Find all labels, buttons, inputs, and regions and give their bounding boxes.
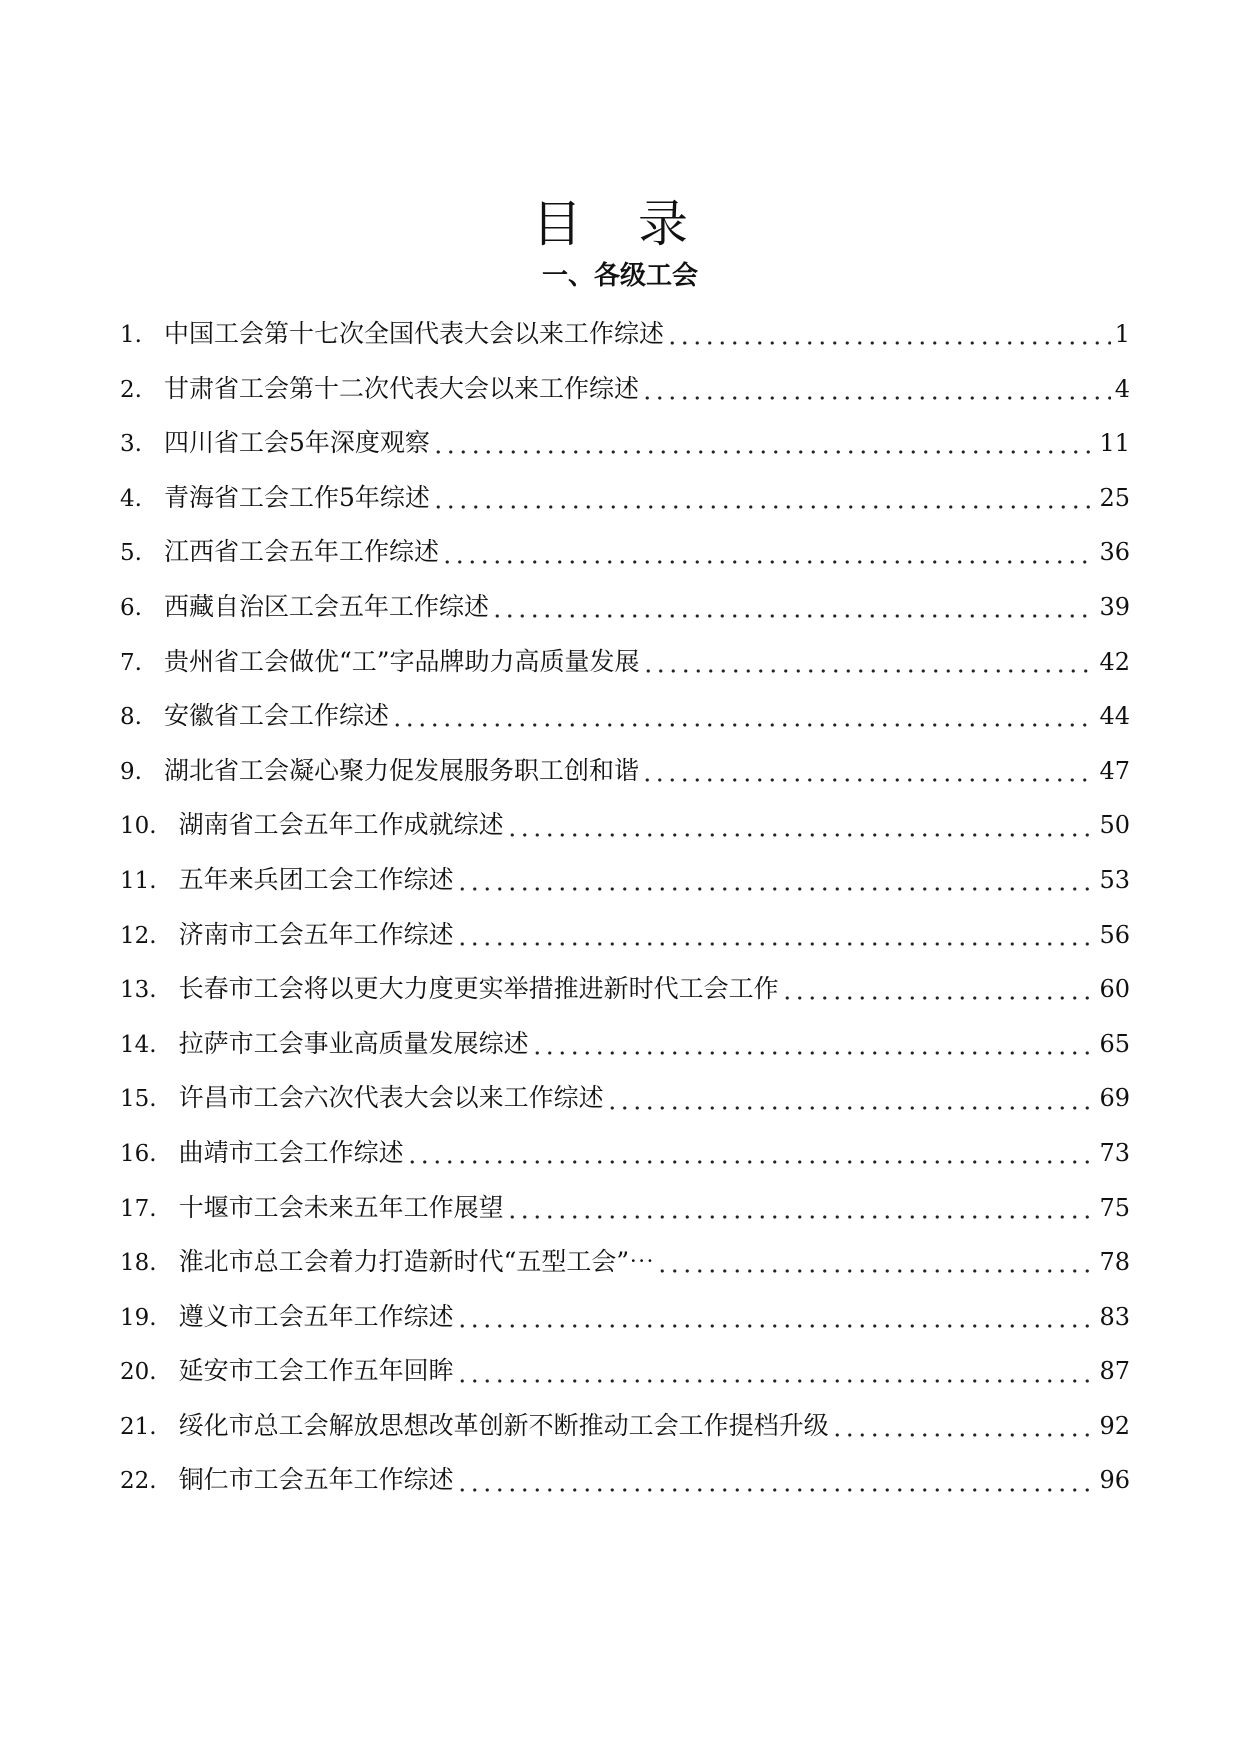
toc-entry[interactable] [120, 962, 1130, 1017]
section-heading: 一、各级工会 [541, 261, 698, 291]
toc-dot-leader [506, 1212, 1096, 1222]
toc-entry-number: 15. [120, 1086, 157, 1113]
toc-dot-leader [531, 1048, 1096, 1058]
toc-entry[interactable] [120, 798, 1130, 853]
toc-entry-title: 安徽省工会工作综述 [163, 701, 389, 731]
toc-entry[interactable] [120, 1344, 1130, 1399]
toc-entry-page-number: 56 [1099, 920, 1130, 949]
toc-entry[interactable] [120, 307, 1130, 362]
toc-entry-page-number: 65 [1099, 1029, 1130, 1058]
toc-entry-page-number: 44 [1099, 702, 1130, 731]
toc-entry-page-number: 50 [1099, 811, 1130, 840]
toc-entry-number: 18. [120, 1250, 157, 1277]
toc-entry-title: 绥化市总工会解放思想改革创新不断推动工会工作提档升级 [178, 1410, 829, 1440]
toc-dot-leader [606, 1103, 1096, 1113]
toc-dot-leader [641, 393, 1111, 403]
toc-dot-leader [506, 830, 1096, 840]
toc-entry[interactable] [120, 1126, 1130, 1181]
toc-entry-title: 许昌市工会六次代表大会以来工作综述 [178, 1083, 604, 1113]
page-title: 目 录 [532, 194, 708, 253]
toc-entry-page-number: 1 [1114, 320, 1130, 348]
toc-entry-title: 十堰市工会未来五年工作展望 [178, 1192, 504, 1222]
toc-entry-page-number: 4 [1114, 374, 1130, 403]
toc-dot-leader [781, 993, 1096, 1003]
toc-dot-leader [406, 1157, 1096, 1167]
toc-entry-number: 6. [120, 594, 142, 621]
toc-entry[interactable] [120, 908, 1130, 963]
toc-entry-number: 1. [120, 322, 142, 348]
toc-entry-title: 济南市工会五年工作综述 [178, 919, 454, 949]
toc-entry-number: 17. [120, 1195, 157, 1222]
toc-dot-leader [491, 611, 1095, 621]
toc-dot-leader [432, 447, 1096, 457]
table-of-contents [120, 307, 1130, 1508]
toc-entry[interactable] [120, 1453, 1130, 1508]
toc-dot-leader [642, 666, 1096, 676]
toc-entry-title: 铜仁市工会五年工作综述 [178, 1465, 454, 1495]
toc-entry-title: 湖南省工会五年工作成就综述 [178, 810, 504, 840]
toc-entry-number: 7. [120, 649, 142, 676]
toc-entry-page-number: 83 [1099, 1302, 1130, 1331]
toc-entry-page-number: 36 [1099, 538, 1130, 567]
toc-entry[interactable] [120, 1399, 1130, 1454]
toc-dot-leader [456, 1376, 1096, 1386]
toc-entry-number: 4. [120, 485, 142, 512]
toc-entry-page-number: 96 [1099, 1466, 1130, 1495]
toc-entry-page-number: 39 [1099, 592, 1130, 621]
toc-entry[interactable] [120, 689, 1130, 744]
toc-entry-number: 13. [120, 977, 157, 1004]
toc-entry-number: 19. [120, 1304, 157, 1331]
toc-entry-title: 贵州省工会做优“工”字品牌助力高质量发展 [163, 646, 640, 676]
toc-entry-page-number: 92 [1099, 1411, 1130, 1440]
toc-entry[interactable] [120, 525, 1130, 580]
toc-entry[interactable] [120, 1235, 1130, 1290]
toc-dot-leader [456, 1485, 1096, 1495]
toc-entry-number: 2. [120, 376, 142, 403]
toc-entry-title: 西藏自治区工会五年工作综述 [163, 591, 489, 621]
toc-entry-page-number: 25 [1099, 483, 1130, 512]
toc-entry-title: 青海省工会工作5年综述 [163, 482, 430, 512]
toc-dot-leader [456, 939, 1096, 949]
toc-entry-title: 拉萨市工会事业高质量发展综述 [178, 1028, 529, 1058]
toc-entry-page-number: 75 [1099, 1193, 1130, 1222]
toc-entry[interactable] [120, 635, 1130, 690]
toc-entry-title: 四川省工会5年深度观察 [163, 428, 430, 458]
toc-entry-title: 江西省工会五年工作综述 [163, 537, 439, 567]
toc-entry-number: 21. [120, 1413, 157, 1440]
toc-entry-number: 12. [120, 922, 157, 949]
toc-entry-title: 长春市工会将以更大力度更实举措推进新时代工会工作 [178, 974, 779, 1004]
toc-entry-number: 20. [120, 1359, 157, 1386]
toc-entry-number: 5. [120, 540, 142, 567]
toc-entry-title: 遵义市工会五年工作综述 [178, 1301, 454, 1331]
toc-dot-leader [831, 1430, 1096, 1440]
toc-entry-page-number: 11 [1099, 429, 1130, 458]
toc-entry-number: 3. [120, 431, 142, 458]
toc-dot-leader [391, 720, 1095, 730]
toc-entry-page-number: 42 [1099, 647, 1130, 676]
toc-entry-title: 延安市工会工作五年回眸 [178, 1356, 454, 1386]
toc-entry-number: 16. [120, 1140, 157, 1167]
toc-entry[interactable] [120, 1017, 1130, 1072]
toc-entry-number: 10. [120, 813, 157, 840]
toc-entry-page-number: 53 [1099, 865, 1130, 894]
toc-entry[interactable] [120, 853, 1130, 908]
toc-entry-number: 11. [120, 867, 157, 894]
toc-dot-leader [656, 1266, 1095, 1276]
toc-entry[interactable] [120, 471, 1130, 526]
toc-dot-leader [641, 775, 1095, 785]
toc-entry[interactable] [120, 1071, 1130, 1126]
toc-dot-leader [456, 1321, 1096, 1331]
toc-entry-page-number: 87 [1099, 1357, 1130, 1386]
toc-entry[interactable] [120, 1290, 1130, 1345]
toc-entry[interactable] [120, 744, 1130, 799]
toc-entry-title: 甘肃省工会第十二次代表大会以来工作综述 [163, 373, 639, 403]
toc-entry-page-number: 73 [1099, 1138, 1130, 1167]
toc-dot-leader [666, 338, 1111, 348]
toc-entry[interactable] [120, 416, 1130, 471]
toc-entry-title: 五年来兵团工会工作综述 [178, 864, 454, 894]
toc-entry[interactable] [120, 1181, 1130, 1236]
toc-dot-leader [441, 557, 1095, 567]
toc-entry-title: 湖北省工会凝心聚力促发展服务职工创和谐 [163, 755, 639, 785]
toc-entry-page-number: 47 [1099, 756, 1130, 785]
toc-entry-number: 9. [120, 758, 142, 785]
toc-entry-title: 淮北市总工会着力打造新时代“五型工会”⋯ [178, 1247, 655, 1277]
toc-entry-page-number: 60 [1099, 975, 1130, 1004]
toc-entry-number: 8. [120, 704, 142, 731]
toc-entry-page-number: 69 [1099, 1084, 1130, 1113]
toc-entry[interactable] [120, 362, 1130, 417]
toc-dot-leader [456, 884, 1096, 894]
toc-entry[interactable] [120, 580, 1130, 635]
toc-entry-number: 14. [120, 1031, 157, 1058]
toc-entry-title: 曲靖市工会工作综述 [178, 1137, 404, 1167]
toc-entry-page-number: 78 [1099, 1248, 1130, 1277]
toc-entry-number: 22. [120, 1468, 157, 1495]
toc-dot-leader [432, 502, 1096, 512]
toc-entry-title: 中国工会第十七次全国代表大会以来工作综述 [163, 319, 664, 348]
